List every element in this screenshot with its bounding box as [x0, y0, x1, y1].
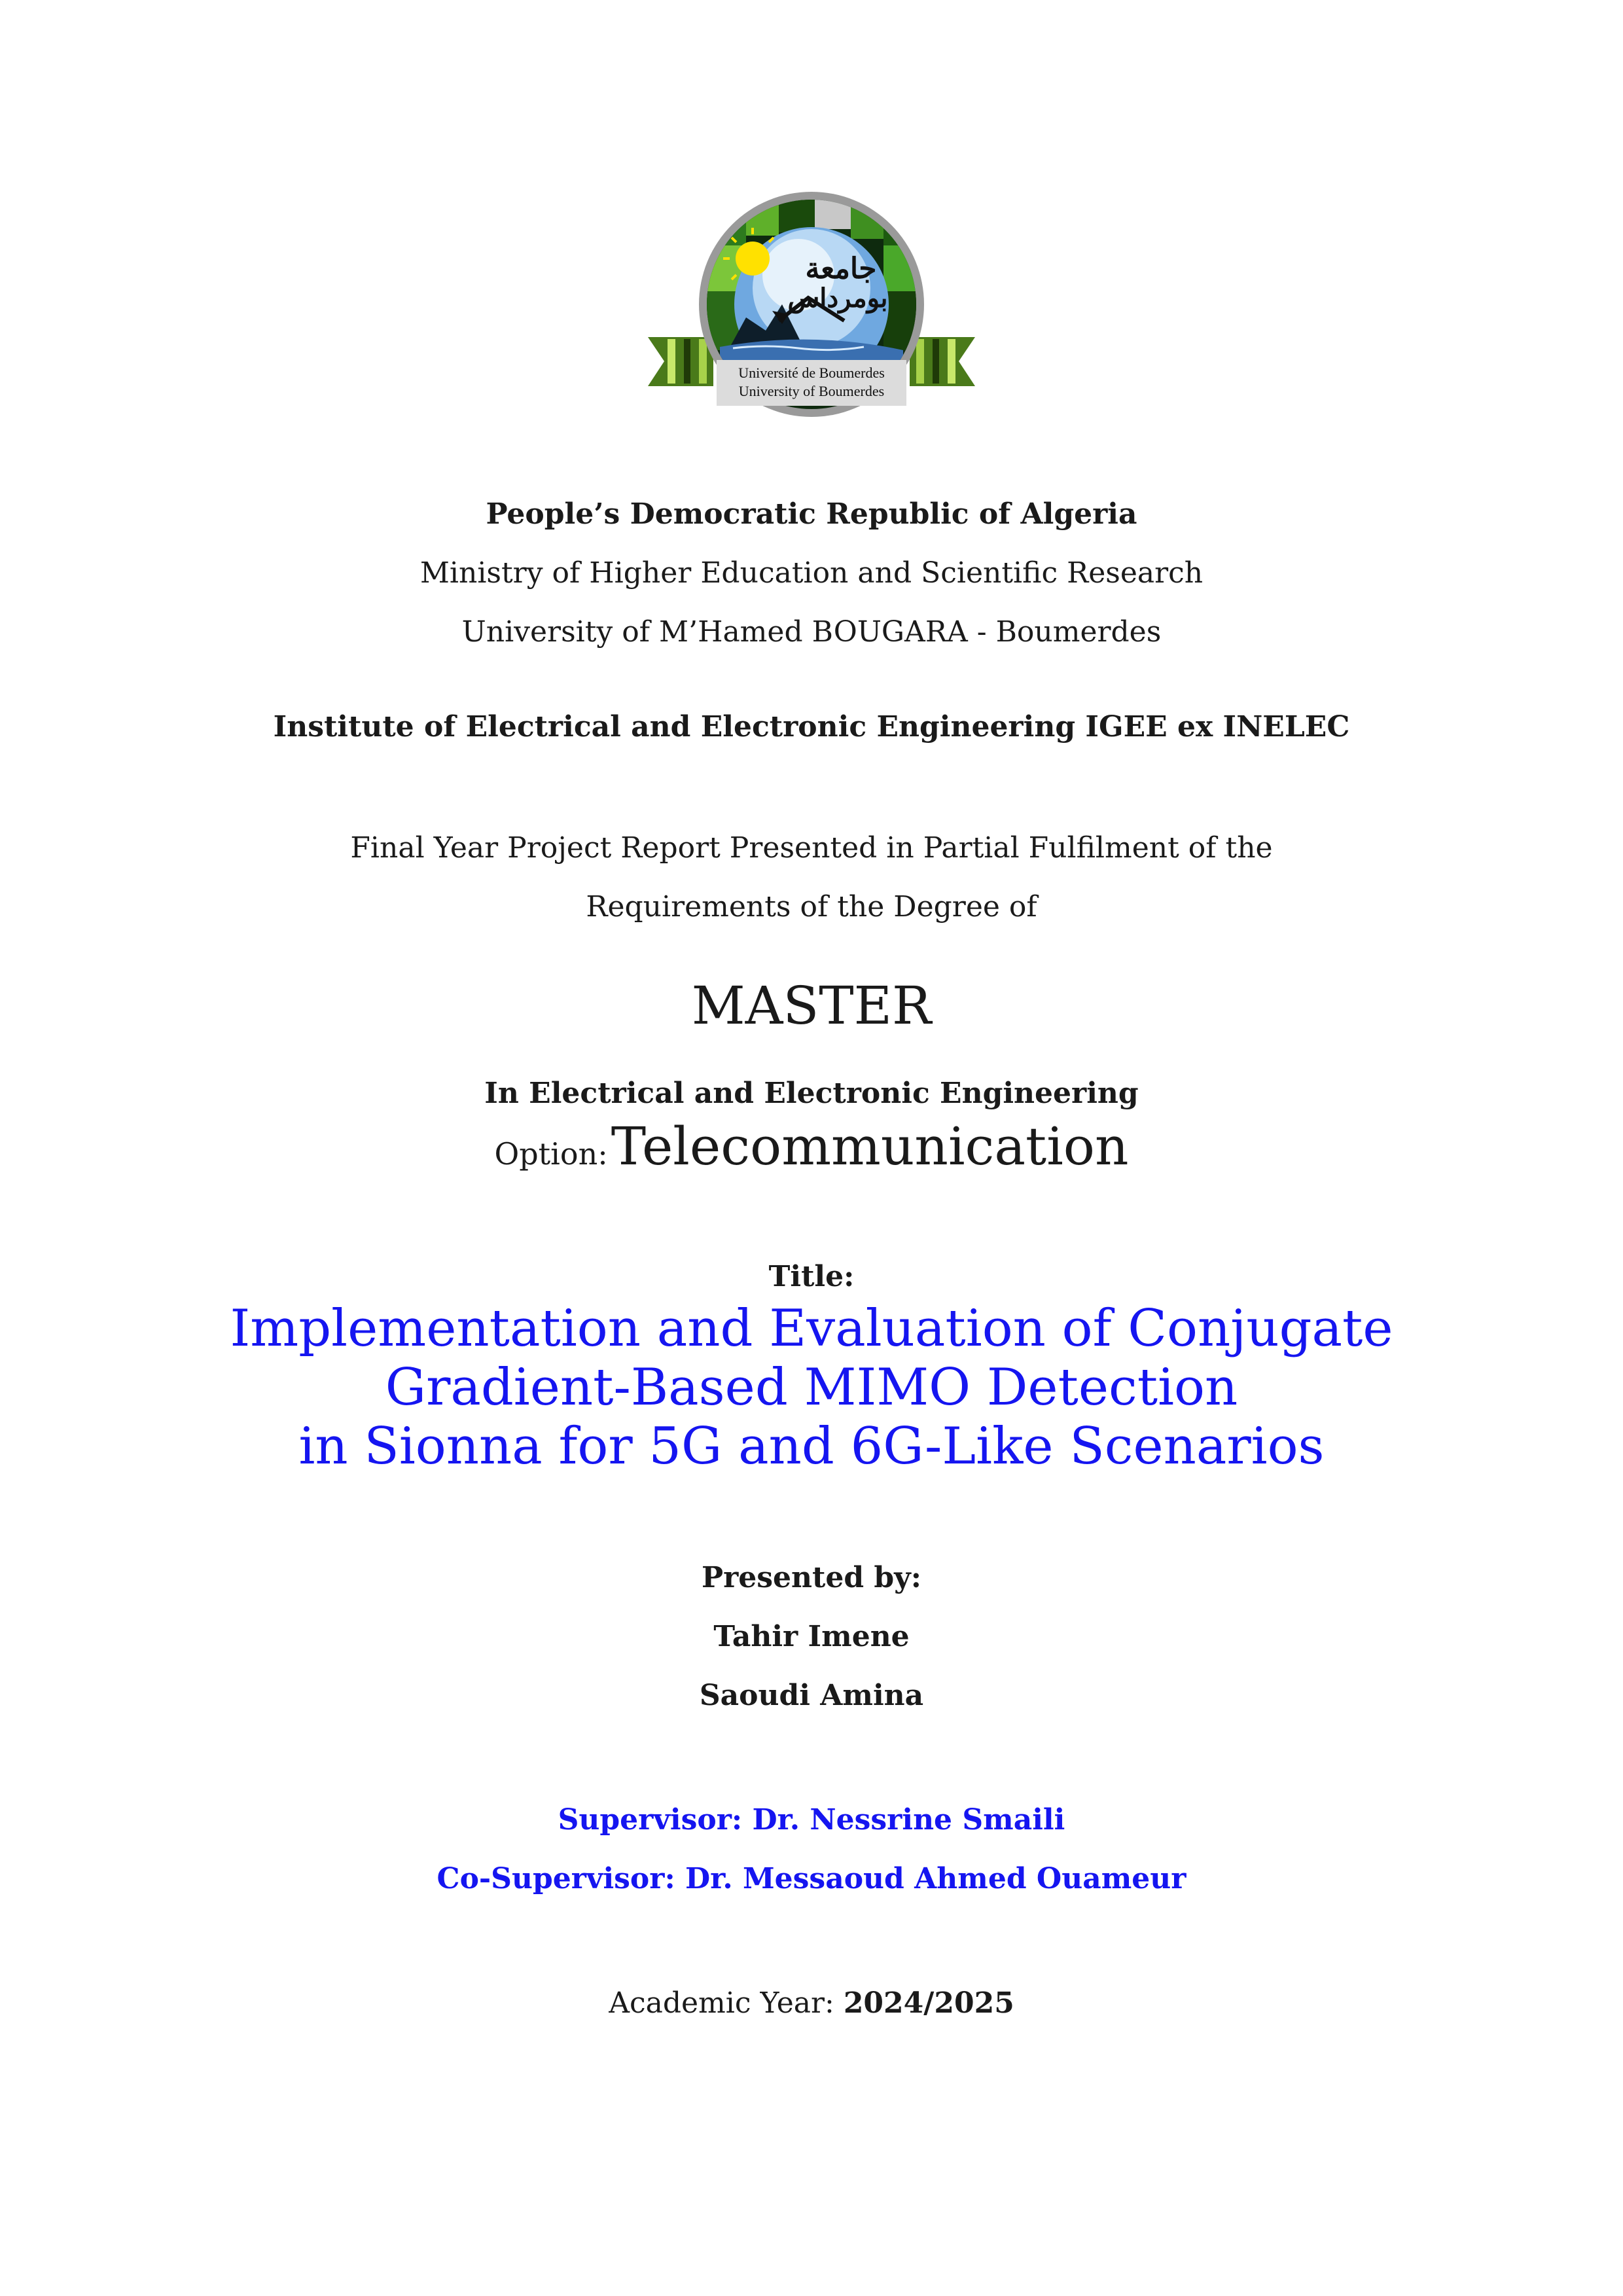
option-value: Telecommunication — [611, 1116, 1129, 1177]
ministry-name: Ministry of Higher Education and Scientific Research — [419, 556, 1204, 590]
author-name: Saoudi Amina — [699, 1679, 924, 1712]
logo-arabic-text: بومرداس — [787, 283, 888, 314]
university-name: University of M’Hamed BOUGARA - Boumerdes — [461, 615, 1162, 649]
degree-field: In Electrical and Electronic Engineering — [484, 1077, 1139, 1110]
academic-year — [0, 1986, 1623, 2020]
presented-by-label: Presented by: — [702, 1561, 921, 1594]
logo-caption-en: University of Boumerdes — [738, 383, 885, 399]
logo-arabic-text: جامعة — [805, 252, 877, 285]
thesis-title-line: Implementation and Evaluation of Conjugate — [230, 1299, 1393, 1358]
logo-caption — [717, 360, 906, 406]
academic-year-label: Academic Year: — [609, 1986, 844, 2020]
thesis-title-line: Gradient-Based MIMO Detection — [385, 1358, 1238, 1417]
co-supervisor: Co-Supervisor: Dr. Messaoud Ahmed Ouameur — [437, 1862, 1186, 1895]
report-statement-line: Requirements of the Degree of — [586, 890, 1037, 924]
academic-year-value: 2024/2025 — [843, 1986, 1014, 2020]
logo-caption-fr: Université de Boumerdes — [738, 365, 885, 381]
supervisor: Supervisor: Dr. Nessrine Smaili — [558, 1803, 1065, 1837]
thesis-title-line: in Sionna for 5G and 6G-Like Scenarios — [298, 1417, 1325, 1476]
degree-name: MASTER — [691, 975, 932, 1036]
option-label: Option: — [494, 1136, 608, 1172]
title-label: Title: — [768, 1260, 855, 1293]
institute-name: Institute of Electrical and Electronic Engineering IGEE ex INELEC — [273, 710, 1350, 744]
report-statement-line: Final Year Project Report Presented in Partial Fulfilment of the — [350, 831, 1273, 865]
country-name: People’s Democratic Republic of Algeria — [486, 497, 1137, 531]
author-name: Tahir Imene — [713, 1620, 910, 1653]
degree-option — [0, 1116, 1623, 1177]
